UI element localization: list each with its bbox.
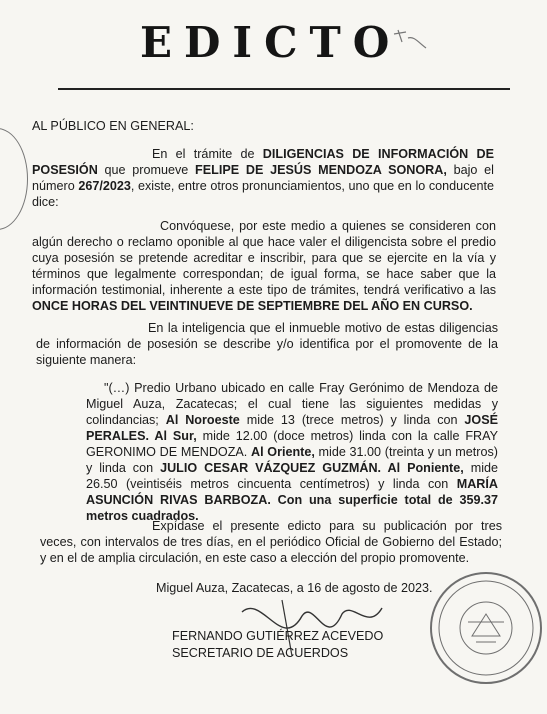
paragraph-2 bbox=[32, 218, 496, 314]
salutation: AL PÚBLICO EN GENERAL: bbox=[32, 119, 194, 133]
left-seal-stamp bbox=[0, 128, 28, 230]
text: bajo el número bbox=[32, 163, 494, 193]
text: que promueve bbox=[97, 163, 196, 177]
text: mide 26.50 (veintiséis metros cincuenta centímetros) y linda con bbox=[86, 461, 498, 491]
text: En el trámite de bbox=[152, 147, 263, 161]
document-title: EDICTO bbox=[140, 18, 402, 67]
property-description-quote bbox=[86, 380, 498, 524]
bold-text: 267/2023 bbox=[78, 179, 131, 193]
text: mide 31.00 (treinta y un metros) y linda con bbox=[86, 445, 498, 475]
text: Convóquese, por este medio a quienes se consideren con algún derecho o reclamo oponible al que hace valer el diligencista sobre el predio cuya posesión se pretende acreditar e inscribir, para que se ejercite en la vía y términos que legalmente correspondan; de igual forma, se hace saber que la información testimonial, inherente a este tipo de trámites, tendrá verificativo a las bbox=[32, 219, 496, 297]
bold-text: Al Noroeste bbox=[165, 413, 240, 427]
text: "(…) Predio Urbano ubicado en calle Fray Gerónimo de Mendoza de Miguel Auza, Zacatecas; el cual tiene las siguientes medidas y colindancias; bbox=[86, 381, 498, 427]
text: mide 12.00 (doce metros) linda con la calle FRAY GERONIMO DE MENDOZA. bbox=[86, 429, 498, 459]
paragraph-4: Expídase el presente edicto para su publicación por tres veces, con intervalos de tres días, en el periódico Oficial de Gobierno del Estado; y en el de amplia circulación, en este caso a elección del propio promovente. bbox=[40, 519, 502, 565]
bold-text: Al Oriente, bbox=[251, 445, 315, 459]
bold-text: ONCE HORAS DEL VEINTINUEVE DE SEPTIEMBRE DEL AÑO EN CURSO. bbox=[32, 299, 473, 313]
bold-text: MARÍA ASUNCIÓN RIVAS BARBOZA. Con una superficie total de 359.37 metros cuadrados. bbox=[86, 477, 498, 523]
paragraph-1 bbox=[32, 146, 494, 210]
place-and-date: Miguel Auza, Zacatecas, a 16 de agosto de 2023. bbox=[156, 581, 433, 595]
handwritten-mark bbox=[392, 28, 428, 52]
title-divider bbox=[58, 88, 510, 90]
bold-text: DILIGENCIAS DE INFORMACIÓN DE POSESIÓN bbox=[32, 147, 494, 177]
paragraph-3: En la inteligencia que el inmueble motivo de estas diligencias de información de posesión se describe y/o identifica por el promovente de la siguiente manera: bbox=[36, 321, 498, 367]
signatory-role: SECRETARIO DE ACUERDOS bbox=[172, 646, 349, 660]
bold-text: FELIPE DE JESÚS MENDOZA SONORA, bbox=[195, 163, 447, 177]
bold-text: JULIO CESAR VÁZQUEZ GUZMÁN. Al Poniente, bbox=[160, 461, 464, 475]
signatory-name: FERNANDO GUTIÉRREZ ACEVEDO bbox=[172, 629, 384, 643]
text: , existe, entre otros pronunciamientos, uno que en lo conducente dice: bbox=[32, 179, 494, 209]
text: mide 13 (trece metros) y linda con bbox=[239, 413, 465, 427]
bold-text: JOSÉ PERALES. Al Sur, bbox=[86, 413, 499, 443]
official-seal-stamp bbox=[428, 570, 544, 686]
